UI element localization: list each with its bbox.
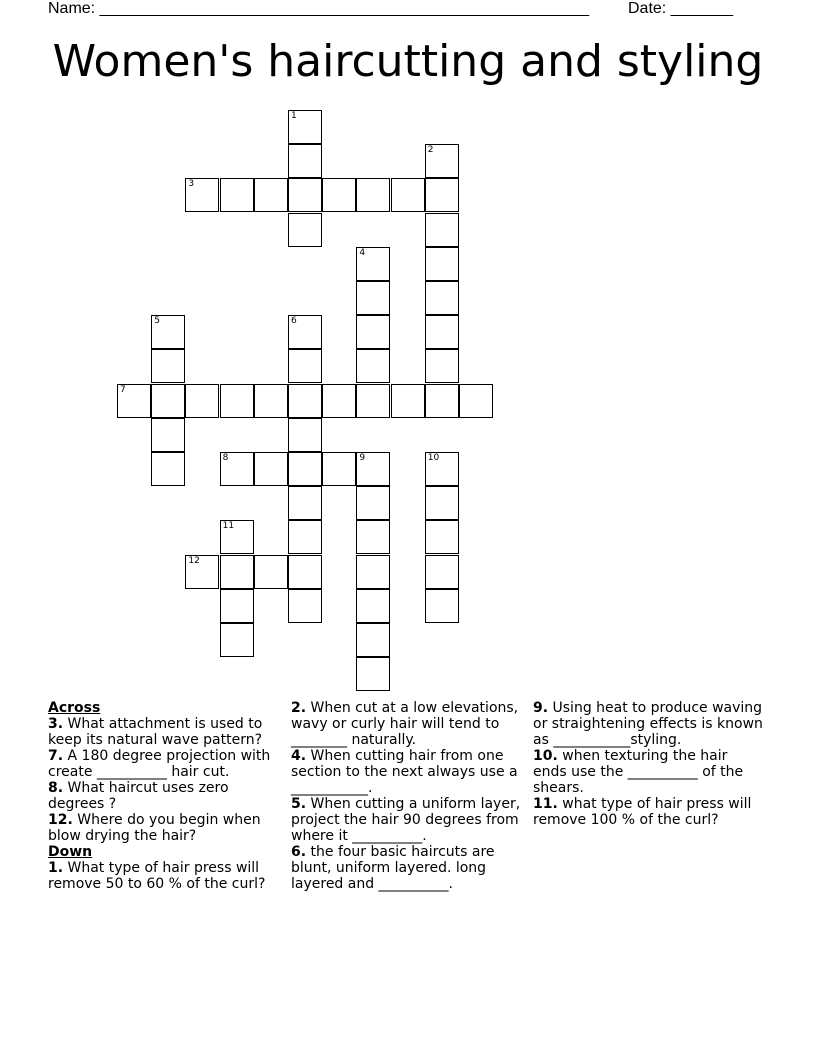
grid-cell[interactable] xyxy=(288,110,322,144)
grid-cell[interactable] xyxy=(425,589,459,623)
grid-cell[interactable] xyxy=(117,384,151,418)
cell-number: 3 xyxy=(188,179,195,190)
clues-column-1 xyxy=(48,700,276,892)
clue-number: 1. xyxy=(48,860,64,876)
clue-text: When cutting hair from one section to the next always use a ___________. xyxy=(291,748,518,796)
cell-number: 5 xyxy=(154,316,160,327)
clue-text: When cut at a low elevations, wavy or curly hair will tend to ________ naturally. xyxy=(291,700,519,748)
clue-down-5 xyxy=(291,796,523,844)
grid-cell[interactable] xyxy=(288,452,322,486)
cell-number: 12 xyxy=(188,555,200,566)
clue-number: 10. xyxy=(533,748,558,764)
grid-cell[interactable] xyxy=(459,384,493,418)
clue-text: What attachment is used to keep its natural wave pattern? xyxy=(48,716,263,748)
cell-number: 7 xyxy=(120,384,126,395)
grid-cell[interactable] xyxy=(425,520,459,554)
grid-cell[interactable] xyxy=(356,452,390,486)
grid-cell[interactable] xyxy=(391,384,425,418)
clue-across-3 xyxy=(48,716,276,748)
clue-text: What type of hair press will remove 50 to 60 % of the curl? xyxy=(48,860,266,892)
grid-cell[interactable] xyxy=(425,178,459,212)
clue-down-10 xyxy=(533,748,765,796)
grid-cell[interactable] xyxy=(425,486,459,520)
grid-cell[interactable] xyxy=(425,315,459,349)
clue-number: 7. xyxy=(48,748,64,764)
cell-number: 4 xyxy=(359,247,366,258)
grid-cell[interactable] xyxy=(322,384,356,418)
grid-cell[interactable] xyxy=(288,486,322,520)
clue-down-1 xyxy=(48,860,276,892)
grid-cell[interactable] xyxy=(288,349,322,383)
clue-number: 6. xyxy=(291,844,307,860)
clue-number: 11. xyxy=(533,796,558,812)
grid-cell[interactable] xyxy=(356,247,390,281)
grid-cell[interactable] xyxy=(254,178,288,212)
grid-cell[interactable] xyxy=(220,555,254,589)
grid-cell[interactable] xyxy=(391,178,425,212)
grid-cell[interactable] xyxy=(425,213,459,247)
grid-cell[interactable] xyxy=(220,384,254,418)
grid-cell[interactable] xyxy=(425,247,459,281)
clue-down-2 xyxy=(291,700,523,748)
grid-cell[interactable] xyxy=(254,384,288,418)
grid-cell[interactable] xyxy=(288,213,322,247)
grid-cell[interactable] xyxy=(288,418,322,452)
grid-cell[interactable] xyxy=(151,452,185,486)
grid-cell[interactable] xyxy=(151,315,185,349)
clue-text: the four basic haircuts are blunt, uniform layered. long layered and __________. xyxy=(291,844,495,892)
clue-down-9 xyxy=(533,700,765,748)
grid-cell[interactable] xyxy=(220,623,254,657)
grid-cell[interactable] xyxy=(288,178,322,212)
grid-cell[interactable] xyxy=(356,281,390,315)
grid-cell[interactable] xyxy=(425,144,459,178)
clues-column-3 xyxy=(533,700,765,828)
grid-cell[interactable] xyxy=(185,555,219,589)
clue-down-11 xyxy=(533,796,765,828)
grid-cell[interactable] xyxy=(220,520,254,554)
cell-number: 6 xyxy=(291,316,297,327)
grid-cell[interactable] xyxy=(220,178,254,212)
grid-cell[interactable] xyxy=(220,452,254,486)
cell-number: 8 xyxy=(222,453,229,463)
date-field-label[interactable]: Date: _______ xyxy=(628,0,733,17)
grid-cell[interactable] xyxy=(288,384,322,418)
cell-number: 11 xyxy=(222,521,235,532)
clue-number: 12. xyxy=(48,812,73,828)
grid-cell[interactable] xyxy=(254,452,288,486)
clue-number: 4. xyxy=(291,748,307,764)
grid-cell[interactable] xyxy=(356,657,390,691)
name-field-label[interactable]: Name: _______________________________________________________ xyxy=(48,0,589,17)
grid-cell[interactable] xyxy=(356,349,390,383)
clue-across-8 xyxy=(48,780,276,812)
clue-number: 3. xyxy=(48,716,64,732)
clue-text: when texturing the hair ends use the __________ of the shears. xyxy=(533,748,744,796)
cell-number: 2 xyxy=(427,145,434,156)
clue-text: what type of hair press will remove 100 % of the curl? xyxy=(533,796,752,828)
grid-cell[interactable] xyxy=(288,589,322,623)
clue-down-6 xyxy=(291,844,523,892)
clue-number: 5. xyxy=(291,796,307,812)
grid-cell[interactable] xyxy=(151,418,185,452)
clue-text: What haircut uses zero degrees ? xyxy=(48,780,229,812)
clue-text: Using heat to produce waving or straightening effects is known as ___________styling. xyxy=(533,700,763,748)
cell-number: 10 xyxy=(427,453,440,463)
clue-number: 2. xyxy=(291,700,307,716)
grid-cell[interactable] xyxy=(288,520,322,554)
grid-cell[interactable] xyxy=(356,315,390,349)
grid-cell[interactable] xyxy=(288,555,322,589)
grid-cell[interactable] xyxy=(185,384,219,418)
grid-cell[interactable] xyxy=(356,520,390,554)
clue-across-7 xyxy=(48,748,276,780)
grid-cell[interactable] xyxy=(322,452,356,486)
grid-cell[interactable] xyxy=(288,315,322,349)
grid-cell[interactable] xyxy=(356,486,390,520)
grid-cell[interactable] xyxy=(356,589,390,623)
clue-down-4 xyxy=(291,748,523,796)
grid-cell[interactable] xyxy=(425,555,459,589)
grid-cell[interactable] xyxy=(288,144,322,178)
grid-cell[interactable] xyxy=(220,589,254,623)
grid-cell[interactable] xyxy=(425,281,459,315)
down-heading: Down xyxy=(48,844,93,860)
grid-cell[interactable] xyxy=(356,623,390,657)
clue-across-12 xyxy=(48,812,276,844)
grid-cell[interactable] xyxy=(425,349,459,383)
clue-text: When cutting a uniform layer, project the hair 90 degrees from where it __________. xyxy=(291,796,521,844)
clue-number: 9. xyxy=(533,700,549,716)
grid-cell[interactable] xyxy=(356,555,390,589)
grid-cell[interactable] xyxy=(185,178,219,212)
grid-cell[interactable] xyxy=(356,178,390,212)
grid-cell[interactable] xyxy=(356,384,390,418)
page-title: Women's haircutting and styling xyxy=(52,36,764,87)
cell-number: 9 xyxy=(359,453,366,463)
grid-cell[interactable] xyxy=(425,384,459,418)
grid-cell[interactable] xyxy=(151,349,185,383)
grid-cell[interactable] xyxy=(151,384,185,418)
grid-cell[interactable] xyxy=(254,555,288,589)
grid-cell[interactable] xyxy=(322,178,356,212)
clue-text: A 180 degree projection with create __________ hair cut. xyxy=(48,748,271,780)
clues-column-2 xyxy=(291,700,523,892)
clue-text: Where do you begin when blow drying the hair? xyxy=(48,812,261,844)
clue-number: 8. xyxy=(48,780,64,796)
cell-number: 1 xyxy=(291,111,297,121)
grid-cell[interactable] xyxy=(425,452,459,486)
across-heading: Across xyxy=(48,700,101,716)
